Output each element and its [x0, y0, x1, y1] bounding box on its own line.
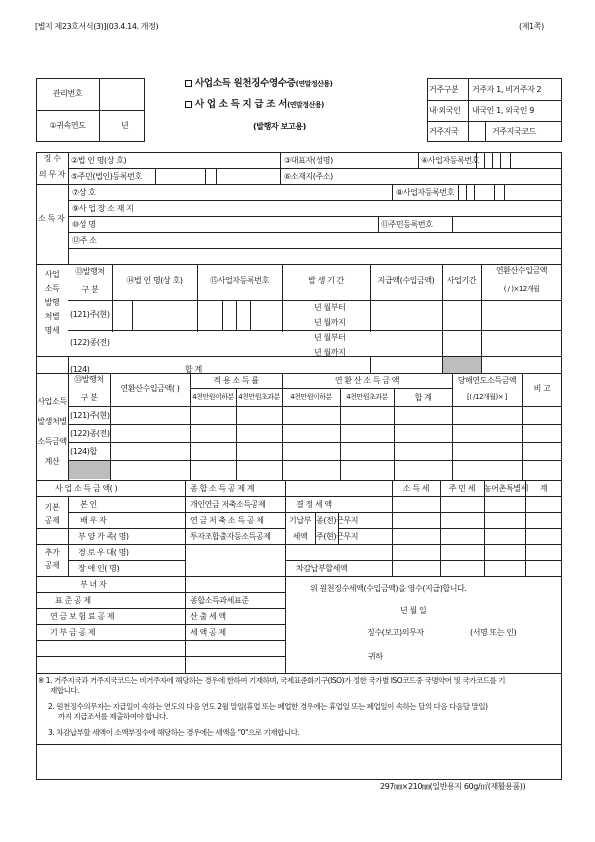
base-ded-1: 기본	[44, 503, 60, 512]
note-2: 2. 원천징수의무자는 지급일이 속하는 연도의 다음 연도 2월 말일(휴업 또는 폐업한 경우에는 휴업일 또는 폐업일이 속하는 달의 다음 다음달 말일)	[48, 702, 488, 711]
mgmt-no-label: 관리번호	[52, 89, 83, 98]
page-number: (제1쪽)	[519, 22, 544, 31]
title-report: 사 업 소 득 지 급 조 서(연말정산용)	[185, 100, 324, 110]
summary-income: 사 업 소 득 금 액( )	[55, 484, 118, 493]
issuer-total-label: 합 계	[185, 365, 202, 374]
personal-pension: 개인연금 저축소득공제	[190, 500, 266, 509]
tax-difference: 차감납부할세액	[296, 564, 348, 573]
ded-donation: 기 부 금 공 제	[50, 628, 96, 637]
add-ded-2: 공제	[44, 561, 60, 570]
issuer-col-corp: ⑭법 인 명(상 호)	[126, 276, 183, 285]
year-unit: 년	[121, 121, 129, 130]
ded-woman: 부 녀 자	[80, 580, 107, 589]
payer-group-2: 의 무 자	[38, 170, 66, 179]
resident-label: 거주구분	[429, 85, 459, 94]
earner-group: 소 득 자	[38, 214, 65, 223]
title-receipt: 사업소득 원천징수영수증(연말정산용)	[185, 79, 332, 89]
issuer-col-annual-2: ( / )×12개월	[503, 285, 540, 293]
calc-col-current-2: [( /12개월)× ]	[466, 393, 508, 401]
period-from-2: 년 월부터	[314, 333, 346, 342]
payer-addr-label: ⑥소재지(주소)	[284, 172, 333, 181]
issuer-col-period: 발 생 기 간	[308, 276, 344, 285]
issuer-col-bizno: ⑮사업자등록번호	[210, 276, 269, 285]
tax-base: 종합소득과세표준	[190, 596, 249, 605]
calc-sub-under-2: 4천만원이하분	[290, 393, 332, 401]
payer-regno-label: ⑤주민(법인)등록번호	[71, 172, 142, 181]
period-to: 년 월까지	[314, 318, 346, 327]
main-form-grid	[36, 152, 562, 780]
paid-previous: 종(전)근무지	[316, 516, 359, 525]
payer-rep-label: ③대표자(성명)	[284, 156, 333, 165]
calc-sub-sum: 합 계	[414, 393, 432, 402]
country-code-label: 거주지국코드	[492, 127, 536, 136]
calc-col-annual: 연환산수입금액( )	[120, 384, 180, 393]
ded-self: 본 인	[80, 500, 97, 509]
ded-elder: 경 로 우 대( 명)	[78, 548, 129, 557]
calc-sub-over-2: 4천만원초과분	[346, 393, 388, 401]
issuer-group: 사업 소득 발행 처별 명세	[44, 270, 60, 335]
earner-place-label: ⑨사 업 장 소 재 지	[72, 204, 134, 213]
calc-col-applied: 적 용 소 득 률	[213, 376, 259, 385]
ded-disabled: 장 애 인( 명)	[78, 564, 120, 573]
investment-deduction: 투자조합출자등소득공제	[190, 532, 271, 541]
earner-name-label: ⑩성 명	[72, 220, 96, 229]
receipt-statement: 위 원천징수세액(수입금액)을 영수(지급)합니다.	[310, 584, 467, 593]
note-3: 3. 차감납부할 세액이 소액부징수에 해당하는 경우에는 세액을 "0"으로 기재합니다.	[48, 728, 300, 737]
calc-sub-over: 4천만원초과분	[238, 393, 280, 401]
sign-label: (서명 또는 인)	[470, 628, 517, 637]
checkbox-icon[interactable]	[185, 80, 192, 87]
paid-group-1: 기납부	[289, 516, 311, 525]
issuer-row-previous: (122)종(전)	[70, 338, 110, 347]
paper-spec: 297㎜×210㎜(일반용지 60g/㎡(재활용품))	[380, 782, 526, 791]
tax-farm-head: 농어촌특별세	[484, 484, 528, 493]
paid-group-2: 세액	[292, 532, 308, 541]
earner-trade-label: ⑦상 호	[72, 188, 96, 197]
total-deduction: 종 합 소 득 공 제 계	[190, 484, 255, 493]
calc-sub-under: 4천만원이하분	[192, 393, 234, 401]
calc-col-current-1: 당해연도소득금액	[457, 376, 517, 385]
ded-dependents: 부 양 가 족( 명)	[78, 532, 129, 541]
issuer-col-kind-1: ⑬발행처	[75, 267, 105, 276]
calc-group: 사업소득 발생처별 소득금액 계산	[37, 397, 67, 466]
issuer-col-kind-2: 구 분	[81, 285, 99, 294]
issuer-row-current: (121)주(현)	[70, 310, 110, 319]
payer-corp-label: ②법 인 명(상 호)	[71, 156, 127, 165]
tax-credit: 세 액 공 제	[190, 628, 226, 637]
addressee: 귀하	[368, 652, 383, 661]
paid-current: 주(현)근무지	[316, 532, 359, 541]
earner-bizno-label: ⑧사업자등록번호	[396, 188, 455, 197]
ded-pension: 연 금 보 험 료 공 제	[50, 612, 115, 621]
issuer-col-annual-1: 연환산수입금액	[495, 266, 548, 275]
issuer-col-pay: 지급액(수입금액)	[377, 276, 435, 285]
payer-bizno-label: ④사업자등록번호	[421, 156, 480, 165]
calc-row-current: (121)주(현)	[70, 411, 110, 420]
checkbox-icon[interactable]	[185, 101, 192, 108]
receipt-date: 년 월 일	[400, 606, 427, 615]
tax-income-head: 소 득 세	[402, 484, 430, 493]
calc-col-kind-2: 구 분	[80, 393, 98, 402]
ded-spouse: 배 우 자	[80, 516, 107, 525]
payer-group-1: 징 수	[43, 154, 61, 163]
period-from: 년 월부터	[314, 303, 346, 312]
tax-local-head: 주 민 세	[448, 484, 476, 493]
tax-sum-head: 계	[539, 484, 548, 493]
earner-addr-label: ⑫주 소	[72, 236, 97, 245]
earner-regno-label: ⑪주민등록번호	[381, 220, 433, 229]
calculated-tax: 산 출 세 액	[190, 612, 226, 621]
calc-col-remark: 비 고	[533, 384, 551, 393]
base-ded-2: 공제	[44, 516, 60, 525]
issuer-col-bizperiod: 사업기간	[446, 276, 477, 285]
period-to-2: 년 월까지	[314, 348, 346, 357]
country-label: 거주지국	[429, 127, 459, 136]
year-label: ①귀속연도	[49, 121, 86, 130]
calc-row-total: (124)합	[70, 447, 97, 456]
ded-standard: 표 준 공 제	[55, 596, 91, 605]
title-issuer-report: (발행자 보고용)	[253, 122, 306, 131]
national-label: 내·외국인	[429, 106, 461, 115]
pension-savings: 연 금 저 축 소 득 공 제	[190, 516, 264, 525]
note-1: ※ 1. 거주지국과 거주지국코드는 비거주자에 해당하는 경우에 한하여 기재하며, 국제표준화기구(ISO)가 정한 국가별 ISO코드중 국명약어 및 국가코드를 기	[38, 676, 506, 685]
note-1b: 재합니다.	[50, 686, 80, 695]
form-id: [별지 제23호서식(3)](03.4.14. 개정)	[35, 22, 159, 31]
calc-col-annual-income: 연 환 산 소 득 금 액	[334, 376, 400, 385]
calc-row-previous: (122)종(전)	[70, 429, 110, 438]
add-ded-1: 추가	[44, 548, 60, 557]
agent-label: 징수(보고)의무자	[367, 628, 424, 637]
calc-col-kind-1: ⑬발행처	[74, 375, 104, 384]
issuer-total-no: (124)	[70, 365, 90, 374]
final-tax: 결 정 세 액	[296, 500, 332, 509]
note-2b: 까지 지급조서를 제출하여야 합니다.	[58, 712, 168, 721]
national-value: 내국인 1, 외국인 9	[472, 106, 534, 115]
resident-value: 거주자 1, 비거주자 2	[472, 85, 542, 94]
